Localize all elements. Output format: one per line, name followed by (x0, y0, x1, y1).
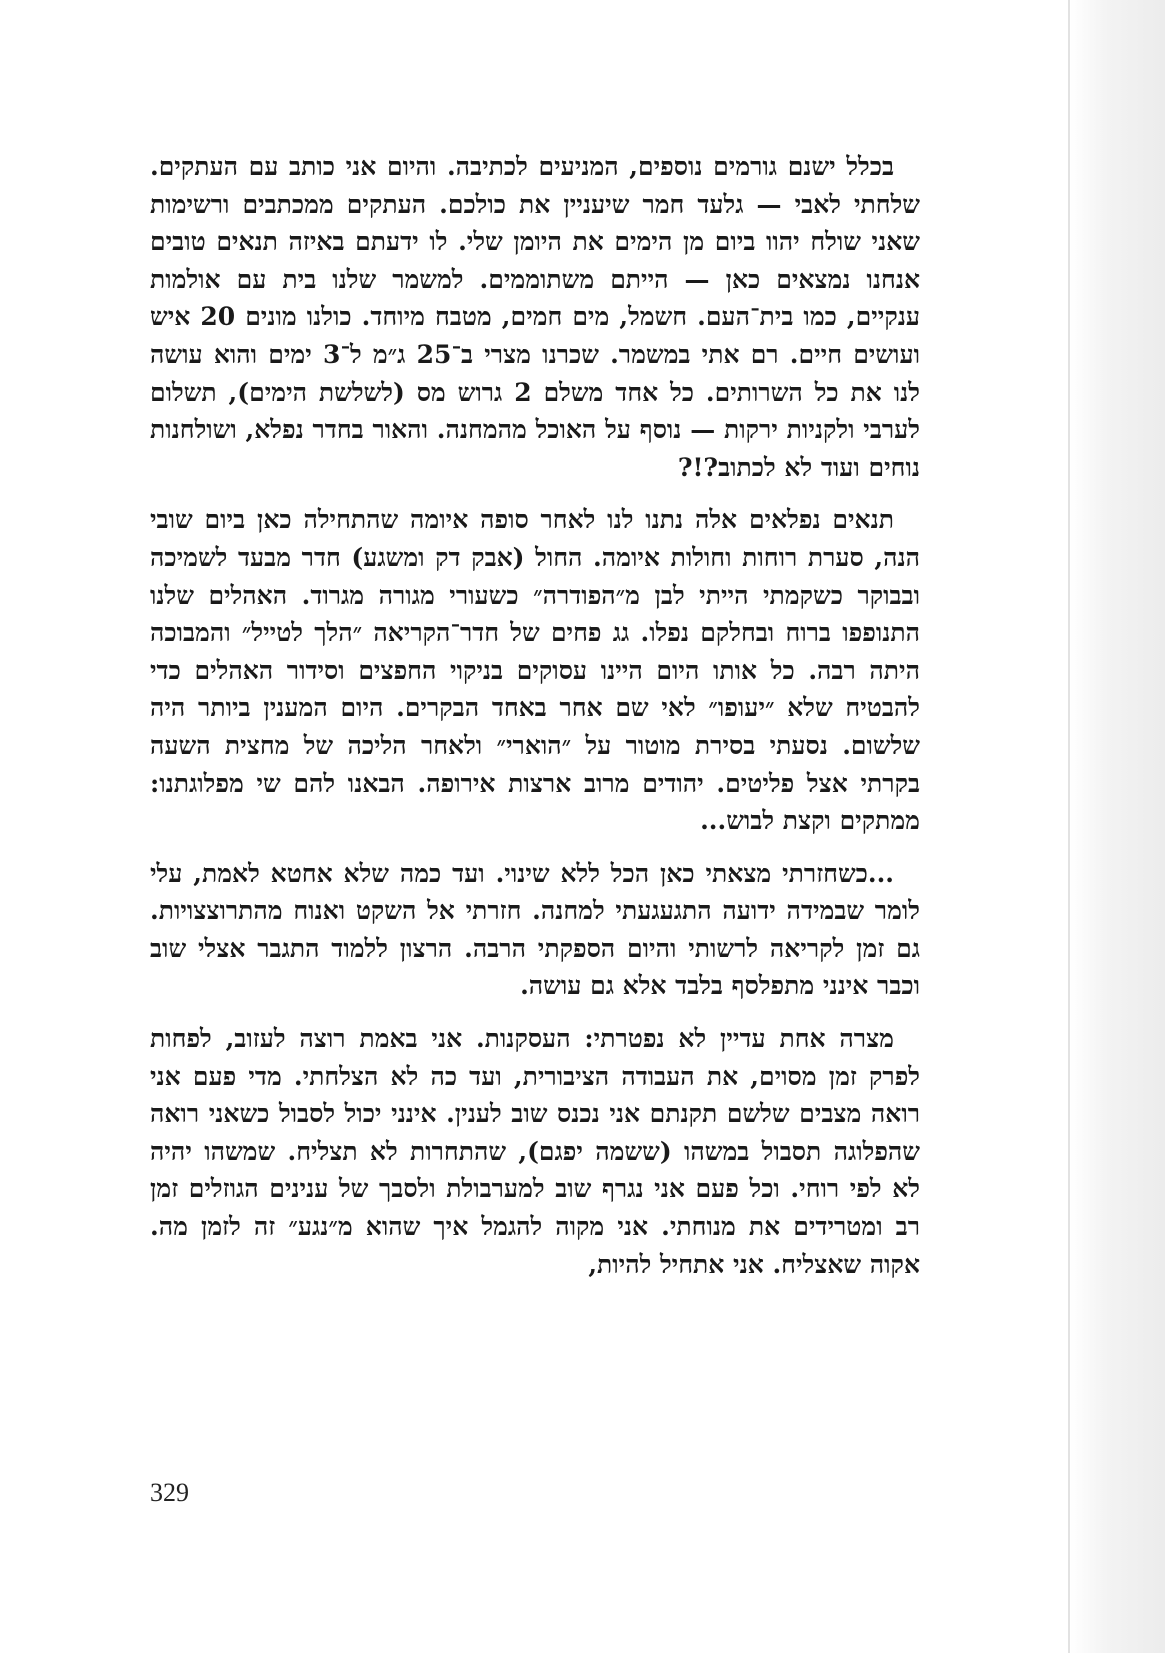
paragraph-3: ...כשחזרתי מצאתי כאן הכל ללא שינוי. ועד כמה שלא אחטא לאמת, עלי לומר שבמידה ידועה התגעגעתי למחנה. חזרתי אל השקט ואנוח מהתרוצצויות. גם זמן לקריאה לרשותי והיום הספקתי הרבה. הרצון ללמוד התגבר אצלי שוב וכבר אינני מתפלסף בלבד אלא גם עושה. (150, 858, 920, 1001)
page-gutter-shadow (1070, 0, 1165, 1653)
body-text (150, 148, 920, 1298)
paragraph-1: בכלל ישנם גורמים נוספים, המניעים לכתיבה. והיום אני כותב עם העתקים. שלחתי לאבי — גלעד חמר שיעניין את כולכם. העתקים ממכתבים ורשימות שאני שולח יהוו ביום מן הימים את היומן שלי. לו ידעתם באיזה תנאים טובים אנחנו נמצאים כאן — הייתם משתוממים. למשמר שלנו בית עם אולמות ענקיים, כמו בית־העם. חשמל, מים חמים, מטבח מיוחד. כולנו מונים 20 איש ועושים חיים. רם אתי במשמר. שכרנו מצרי ב־25 ג״מ ל־3 ימים והוא עושה לנו את כל השרותים. כל אחד משלם 2 גרוש מס (לשלשת הימים), תשלום לערבי ולקניות ירקות — נוסף על האוכל מהמחנה. והאור בחדר נפלא, ושולחנות נוחים ועוד לא לכתוב?!? (150, 152, 920, 482)
paragraph-4: מצרה אחת עדיין לא נפטרתי: העסקנות. אני באמת רוצה לעזוב, לפחות לפרק זמן מסוים, את העבודה הציבורית, ועד כה לא הצלחתי. מדי פעם אני רואה מצבים שלשם תקנתם אני נכנס שוב לענין. אינני יכול לסבול כשאני רואה שהפלוגה תסבול במשהו (ששמה יפגם), שהתחרות לא תצליח. שמשהו יהיה לא לפי רוחי. וכל פעם אני נגרף שוב למערבולת ולסבך של ענינים הגוזלים זמן רב ומטרידים את מנוחתי. אני מקוה להגמל איך שהוא מ״נגע״ זה לזמן מה. אקוה שאצליח. אני אתחיל להיות, (150, 1024, 920, 1279)
paragraph-2: תנאים נפלאים אלה נתנו לנו לאחר סופה איומה שהתחילה כאן ביום שובי הנה, סערת רוחות וחולות איומה. החול (אבק דק ומשגע) חדר מבעד לשמיכה ובבוקר כשקמתי הייתי לבן מ״הפודרה״ כשעורי מגורה מגרוד. האהלים שלנו התנופפו ברוח ובחלקם נפלו. גג פחים של חדר־הקריאה ״הלך לטייל״ והמבוכה היתה רבה. כל אותו היום היינו עסוקים בניקוי החפצים וסידור האהלים כדי להבטיח שלא ״יעופו״ לאי שם אחר באחד הבקרים. היום המענין ביותר היה שלשום. נסעתי בסירת מוטור על ״הוארי״ ולאחר הליכה של מחצית השעה בקרתי אצל פליטים. יהודים מרוב ארצות אירופה. הבאנו להם שי מפלוגתנו: ממתקים וקצת לבוש... (150, 505, 920, 836)
page-number: 329 (150, 1478, 189, 1507)
